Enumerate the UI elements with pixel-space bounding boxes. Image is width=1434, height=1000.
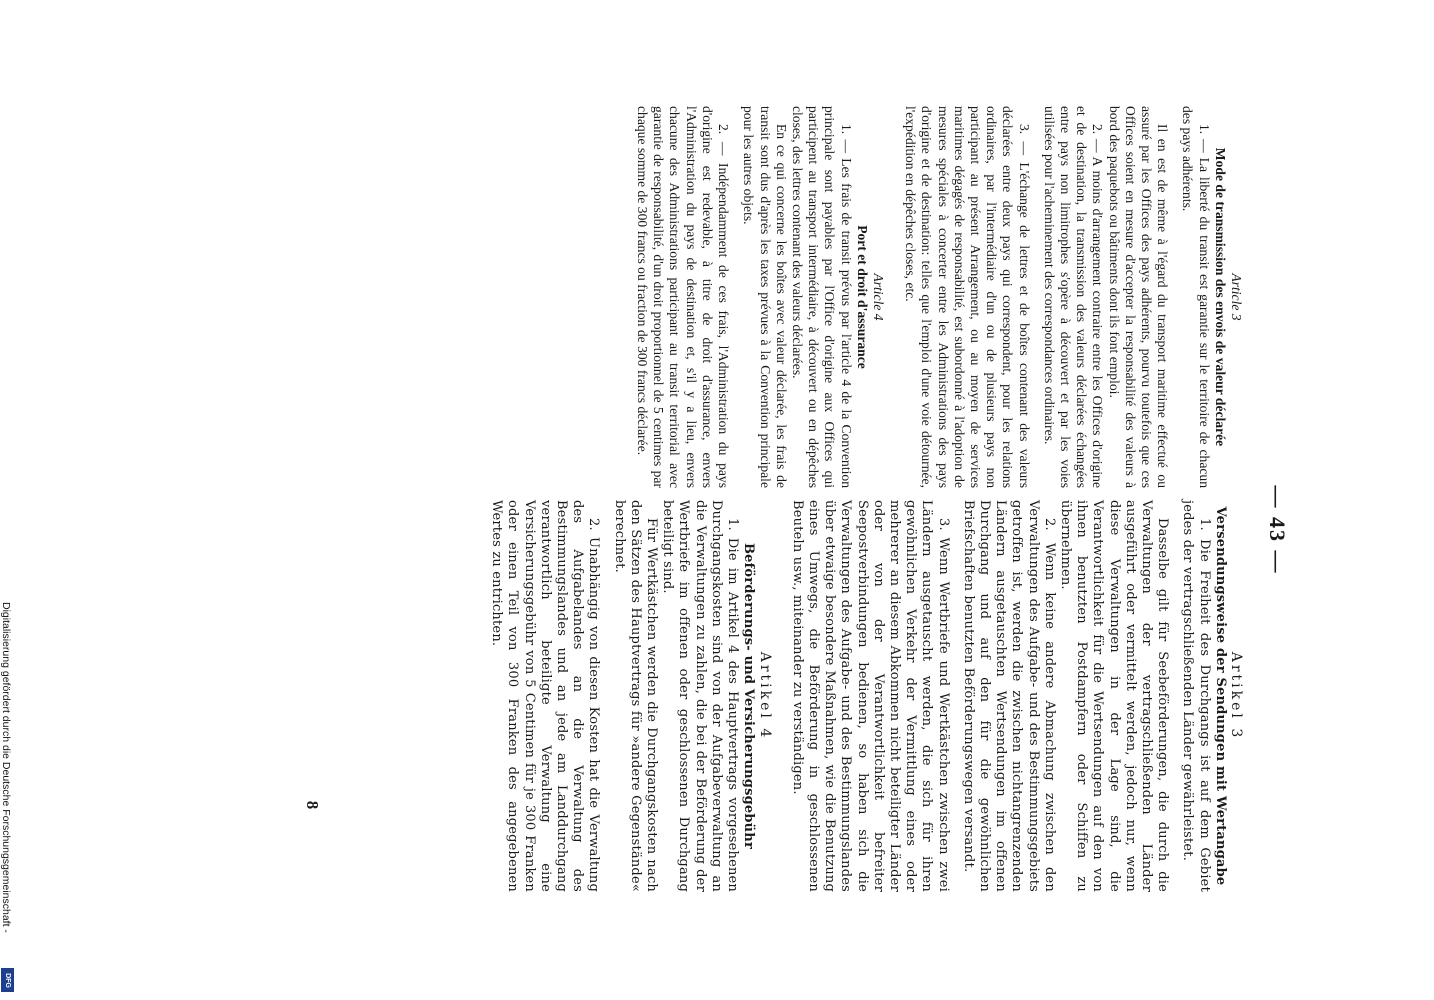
de-article3-para3: 2. Wenn keine andere Abmachung zwischen den Verwaltungen des Aufgabe- und des Bestimmungsgebiets getroffen ist, werden die zwischen nichtangrenzenden Ländern ausgetauschten Wertsendungen im offenen Durchgang und auf den für die gewöhnlichen Briefschaften benutzten Beförderungswegen versandt. — [960, 500, 1057, 892]
de-article3-para4: 3. Wenn Wertbriefe und Wertkästchen zwischen zwei Ländern ausgetauscht werden, die sich für ihren gewöhnlichen Verkehr der Vermittlung eines oder mehrerer an diesem Abkommen nicht beteiligter Länder oder von der Verantwortlichkeit befreiter Seepostverbindungen bedienen, so haben sich die Verwaltungen des Aufgabe- und des Bestimmungslandes über etwaige besondere Maßnahmen, wie die Benutzung eines Umwegs, die Beförderung in geschlossenen Beuteln usw., miteinander zu verständigen. — [789, 500, 951, 892]
de-article4-title: Artikel 4 — [756, 651, 773, 741]
fr-article4-para3: 2. — Indépendamment de ces frais, l'Administration du pays d'origine est redevable, à titre de droit d'assurance, envers l'Administration du pays de destination et, s'il y a lieu, envers chacune des Administrations participant au transit territorial avec garantie de responsabilité, d'un droit proportionnel de 5 centimes par chaque somme de 300 francs ou fraction de 300 francs déclarée. — [635, 106, 732, 488]
dfg-logo-icon: DFG — [1, 968, 14, 992]
de-article4-para2: Für Wertkästchen werden die Durchgangskosten nach den Sätzen des Hauptvertrags für »andere Gegenstände« berechnet. — [611, 500, 660, 892]
de-article3-title: Artikel 3 — [1228, 651, 1244, 741]
fr-article4-para2: En ce qui concerne les boîtes avec valeur déclarée, les frais de transit sont dus d'après les taxes prévues à la Convention principale pour les autres objets. — [741, 106, 789, 488]
de-article3-heading: Versendungsweise der Sendungen mit Wertangabe — [1212, 506, 1228, 886]
page-number-bottom: 8 — [303, 800, 322, 810]
fr-article3-para2: Il en est de même à l'égard du transport maritime effectué ou assuré par les Offices des pays adhérents, pourvu toutefois que ces Offices soient en mesure d'accepter la responsabilité des valeurs à bord des paquebots ou bâtiments dont ils font emploi. — [1106, 106, 1171, 488]
dfg-credit-text: Digitalisierung gefördert durch die Deutsche Forschungsgemeinschaft - — [0, 602, 12, 933]
de-article4-para3: 2. Unabhängig von diesen Kosten hat die Verwaltung des Aufgabelandes an die Verwaltung des Bestimmungslandes und an jede am Landdurchgang verantwortlich beteiligte Verwaltung eine Versicherungsgebühr von 5 Centimen für je 300 Franken oder einen Teil von 300 Franken des angegebenen Wertes zu entrichten. — [489, 500, 602, 892]
fr-article3-para1: 1. — La liberté du transit est garantie sur le territoire de chacun des pays adhérents. — [1180, 106, 1212, 488]
de-article3-para1: 1. Die Freiheit des Durchgangs ist auf dem Gebiet jedes der vertragschließenden Länder gewährleistet. — [1180, 500, 1212, 892]
fr-article3-title: Article 3 — [1229, 273, 1244, 321]
fr-article3-para3: 2. — A moins d'arrangement contraire entre les Offices d'origine et de destination, la transmission des valeurs déclarées échangées entre pays non limitrophes s'opère à découvert et par les voies utilisées pour l'acheminement des correspondances ordinaires. — [1041, 106, 1106, 488]
fr-article4-heading: Port et droit d'assurance — [854, 225, 870, 369]
fr-article3-para4: 3. — L'échange de lettres et de boîtes contenant des valeurs déclarées entre deux pays qui correspondent, pour les relations ordinaires, par l'intermédiaire d'un ou de plusieurs pays non participant au présent Arrangement, ou au moyen de services maritimes dégagés de responsabilité, est subordonné à l'adoption de mesures spéciales à concerter entre les Administrations des pays d'origine et de destination: telles que l'emploi d'une voie détournée, l'expédition en dépêches closes, etc. — [903, 106, 1032, 488]
french-article3 — [634, 106, 1244, 488]
de-article4-para1: 1. Die im Artikel 4 des Hauptvertrags vorgesehenen Durchgangskosten sind von der Aufgabeverwaltung an die Verwaltungen zu zahlen, die bei der Beförderung der Wertbriefe im offenen oder geschlossenen Durchgang beteiligt sind. — [660, 500, 741, 892]
page-number-top: — 43 — — [1265, 485, 1290, 575]
fr-article4-para1: 1. — Les frais de transit prévus par l'article 4 de la Convention principale sont payables par l'Office d'origine aux Offices qui participent au transport intermédiaire, à découvert ou en dépêches closes, des lettres contenant des valeurs déclarées. — [789, 106, 854, 488]
de-article4-heading: Beförderungs- und Versicherungsgebühr — [741, 542, 757, 849]
fr-article3-heading: Mode de transmission des envois de valeur déclarée — [1212, 147, 1228, 447]
fr-article4-title: Article 4 — [870, 273, 886, 321]
german-article3 — [488, 500, 1244, 892]
de-article3-para2: Dasselbe gilt für Seebeförderungen, die durch die Verwaltungen der vertragschließenden Länder ausgeführt oder vermittelt werden, jedoch nur, wenn diese Verwaltungen in der Lage sind, die Verantwortlichkeit für die Wertsendungen auf den von ihnen benutzten Postdampfern oder Schiffen zu übernehmen. — [1057, 500, 1171, 892]
